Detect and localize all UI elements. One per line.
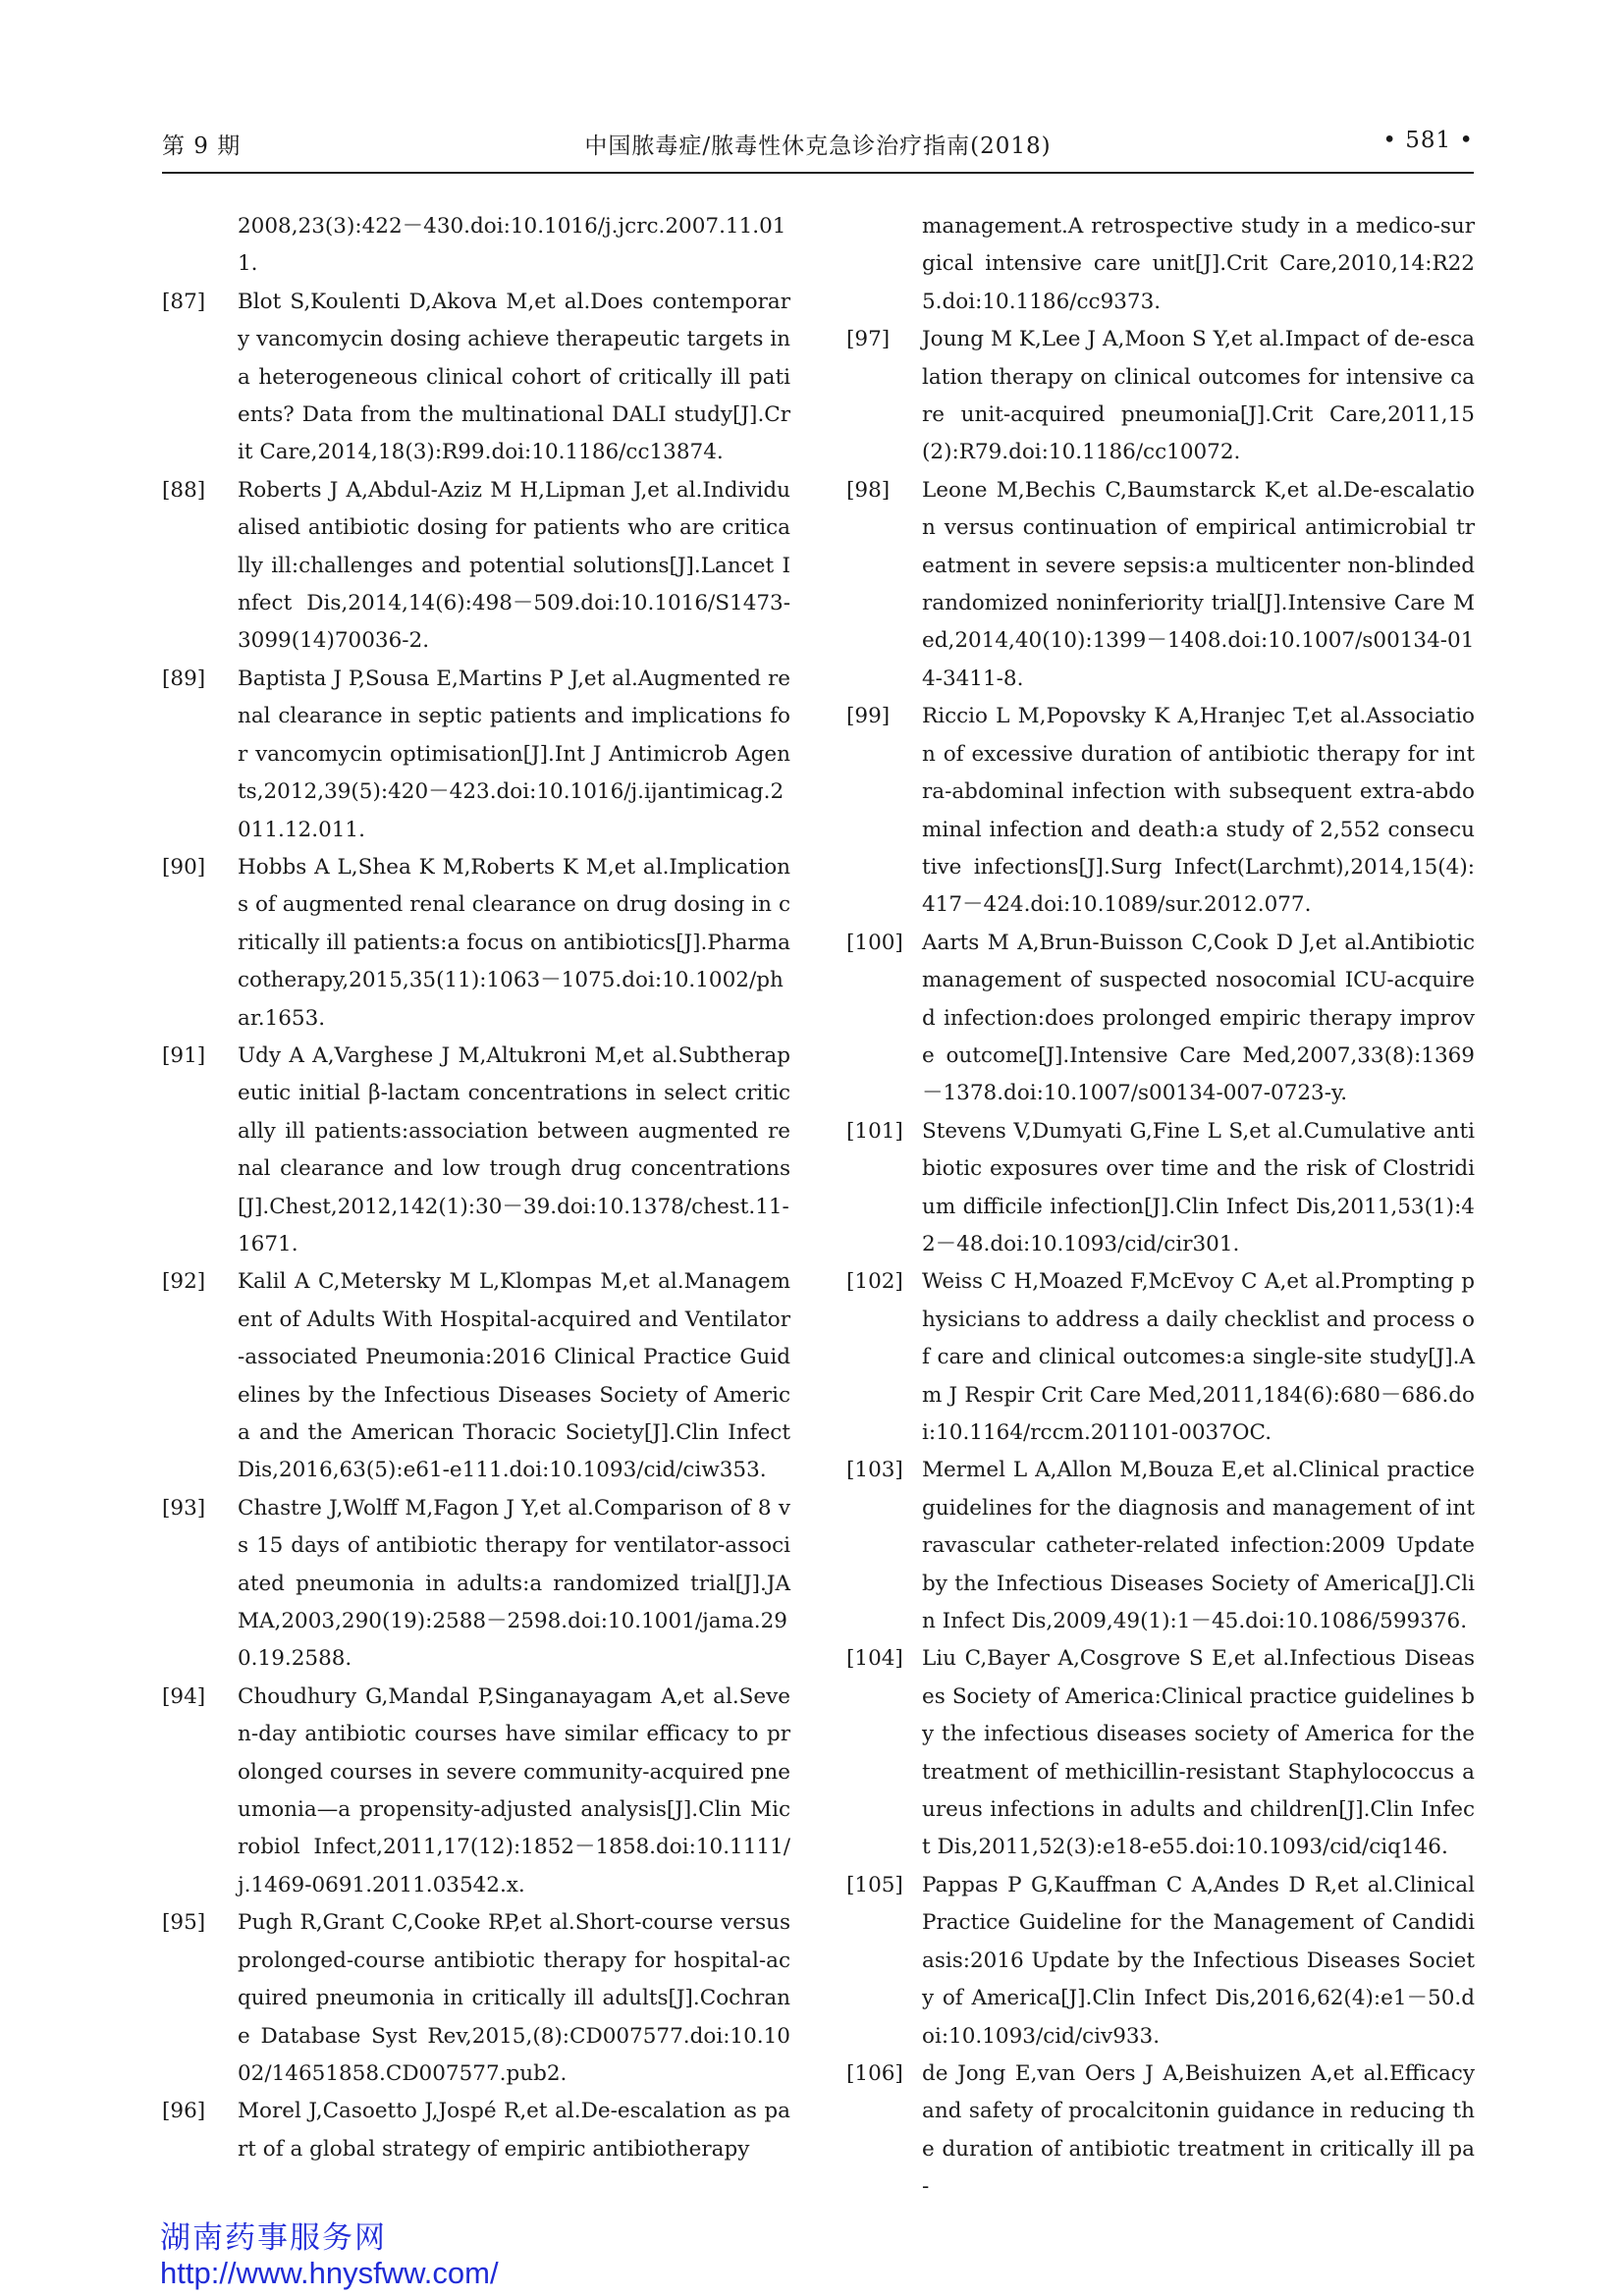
reference-text: Chastre J,Wolff M,Fagon J Y,et al.Comparison of 8 vs 15 days of antibiotic therapy for ventilator-associated pneumonia in adults:a randomized trial[J].JAMA,2003,290(19):2588－2598.doi:10.1001/jama.290.19.2588. xyxy=(238,1495,790,1672)
running-header xyxy=(162,128,1474,167)
reference-number: [106] xyxy=(846,2060,903,2086)
reference-number: [100] xyxy=(846,930,903,955)
reference-number: [90] xyxy=(162,854,206,880)
reference-text: de Jong E,van Oers J A,Beishuizen A,et al.Efficacy and safety of procalcitonin guidance in reducing the duration of antibiotic treatment in critically ill pa- xyxy=(922,2060,1475,2200)
reference-text: Kalil A C,Metersky M L,Klompas M,et al.Management of Adults With Hospital-acquired and Ventilator-associated Pneumonia:2016 Clinical Practice Guidelines by the Infectious Diseases Society of America and the American Thoracic Society[J].Clin Infect Dis,2016,63(5):e61-e111.doi:10.1093/cid/ciw353. xyxy=(238,1269,790,1483)
reference-number: [87] xyxy=(162,289,206,314)
watermark-footer xyxy=(160,2220,499,2291)
reference-entry xyxy=(846,1452,1475,1640)
reference-entry xyxy=(846,472,1475,698)
reference-entry xyxy=(162,1490,790,1679)
reference-number: [89] xyxy=(162,666,206,691)
reference-number: [102] xyxy=(846,1269,903,1295)
reference-number: [91] xyxy=(162,1042,206,1068)
reference-entry xyxy=(162,2093,790,2168)
reference-entry xyxy=(162,1263,790,1489)
reference-entry xyxy=(846,1640,1475,1866)
reference-entry xyxy=(846,1113,1475,1264)
reference-text: Blot S,Koulenti D,Akova M,et al.Does contemporary vancomycin dosing achieve therapeutic targets in a heterogeneous clinical cohort of critically ill patients? Data from the multinational DALI study[J].Crit Care,2014,18(3):R99.doi:10.1186/cc13874. xyxy=(238,289,790,465)
reference-entry xyxy=(162,661,790,849)
reference-text: Stevens V,Dumyati G,Fine L S,et al.Cumulative antibiotic exposures over time and the risk of Clostridium difficile infection[J].Clin Infect Dis,2011,53(1):42－48.doi:10.1093/cid/cir301. xyxy=(922,1118,1475,1256)
journal-title: 中国脓毒症/脓毒性休克急诊治疗指南(2018) xyxy=(584,133,1052,159)
reference-number: [93] xyxy=(162,1495,206,1521)
reference-entry xyxy=(846,2056,1475,2207)
reference-entry xyxy=(162,1679,790,1904)
page-number: • 581 • xyxy=(1382,128,1474,153)
reference-text: management.A retrospective study in a medico-surgical intensive care unit[J].Crit Care,2010,14:R225.doi:10.1186/cc9373. xyxy=(922,214,1475,314)
reference-text: Udy A A,Varghese J M,Altukroni M,et al.Subtherapeutic initial β-lactam concentrations in select critically ill patients:association between augmented renal clearance and low trough drug concentrations[J].Chest,2012,142(1):30－39.doi:10.1378/chest.11-1671. xyxy=(238,1042,790,1256)
reference-text: Baptista J P,Sousa E,Martins P J,et al.Augmented renal clearance in septic patients and implications for vancomycin optimisation[J].Int J Antimicrob Agents,2012,39(5):420－423.doi:10.1016/j.ijantimicag.2011.12.011. xyxy=(238,666,790,842)
reference-entry xyxy=(846,208,1475,321)
reference-entry xyxy=(162,1038,790,1263)
left-column-references xyxy=(162,208,790,2168)
reference-number: [95] xyxy=(162,1910,206,1936)
reference-number: [94] xyxy=(162,1683,206,1709)
reference-entry xyxy=(162,472,790,661)
reference-text: Mermel L A,Allon M,Bouza E,et al.Clinical practice guidelines for the diagnosis and management of intravascular catheter-related infection:2009 Update by the Infectious Diseases Society of America[J].Clin Infect Dis,2009,49(1):1－45.doi:10.1086/599376. xyxy=(922,1458,1475,1634)
reference-text: Joung M K,Lee J A,Moon S Y,et al.Impact of de-escalation therapy on clinical outcomes for intensive care unit-acquired pneumonia[J].Crit Care,2011,15(2):R79.doi:10.1186/cc10072. xyxy=(922,327,1475,465)
reference-number: [97] xyxy=(846,327,891,352)
reference-text: Pugh R,Grant C,Cooke RP,et al.Short-course versus prolonged-course antibiotic therapy for hospital-acquired pneumonia in critically ill adults[J].Cochrane Database Syst Rev,2015,(8):CD007577.doi:10.1002/14651858.CD007577.pub2. xyxy=(238,1910,790,2086)
reference-entry xyxy=(162,849,790,1038)
reference-number: [103] xyxy=(846,1458,903,1483)
reference-entry xyxy=(162,1904,790,2093)
issue-number: 第 9 期 xyxy=(162,133,242,159)
reference-entry xyxy=(162,284,790,472)
reference-text: Weiss C H,Moazed F,McEvoy C A,et al.Prompting physicians to address a daily checklist and process of care and clinical outcomes:a single-site study[J].Am J Respir Crit Care Med,2011,184(6):680－686.doi:10.1164/rccm.201101-0037OC. xyxy=(922,1269,1475,1445)
reference-entry xyxy=(846,1867,1475,2056)
reference-entry xyxy=(846,698,1475,924)
reference-number: [92] xyxy=(162,1269,206,1295)
reference-text: 2008,23(3):422－430.doi:10.1016/j.jcrc.2007.11.011. xyxy=(238,214,786,277)
reference-text: Pappas P G,Kauffman C A,Andes D R,et al.Clinical Practice Guideline for the Management of Candidiasis:2016 Update by the Infectious Diseases Society of America[J].Clin Infect Dis,2016,62(4):e1－50.doi:10.1093/cid/civ933. xyxy=(922,1872,1475,2049)
reference-text: Morel J,Casoetto J,Jospé R,et al.De-escalation as part of a global strategy of empiric antibiotherapy xyxy=(238,2099,790,2162)
reference-entry xyxy=(162,208,790,284)
reference-number: [104] xyxy=(846,1646,903,1672)
reference-number: [101] xyxy=(846,1118,903,1144)
header-rule xyxy=(162,172,1474,174)
reference-number: [105] xyxy=(846,1872,903,1897)
reference-text: Aarts M A,Brun-Buisson C,Cook D J,et al.Antibiotic management of suspected nosocomial ICU-acquired infection:does prolonged empiric therapy improve outcome[J].Intensive Care Med,2007,33(8):1369－1378.doi:10.1007/s00134-007-0723-y. xyxy=(922,930,1475,1106)
reference-number: [99] xyxy=(846,704,891,729)
site-url-link[interactable]: http://www.hnysfww.com/ xyxy=(160,2256,499,2290)
reference-number: [88] xyxy=(162,477,206,503)
reference-text: Roberts J A,Abdul-Aziz M H,Lipman J,et al.Individualised antibiotic dosing for patients who are critically ill:challenges and potential solutions[J].Lancet Infect Dis,2014,14(6):498－509.doi:10.1016/S1473-3099(14)70036-2. xyxy=(238,477,790,654)
reference-number: [98] xyxy=(846,477,891,503)
reference-number: [96] xyxy=(162,2099,206,2124)
reference-text: Riccio L M,Popovsky K A,Hranjec T,et al.Association of excessive duration of antibiotic therapy for intra-abdominal infection with subsequent extra-abdominal infection and death:a study of 2,552 consecutive infections[J].Surg Infect(Larchmt),2014,15(4):417－424.doi:10.1089/sur.2012.077. xyxy=(922,704,1475,918)
site-name: 湖南药事服务网 xyxy=(160,2220,387,2255)
reference-text: Choudhury G,Mandal P,Singanayagam A,et al.Seven-day antibiotic courses have similar efficacy to prolonged courses in severe community-acquired pneumonia—a propensity-adjusted analysis[J].Clin Microbiol Infect,2011,17(12):1852－1858.doi:10.1111/j.1469-0691.2011.03542.x. xyxy=(238,1683,790,1897)
right-column-references xyxy=(846,208,1475,2207)
reference-text: Liu C,Bayer A,Cosgrove S E,et al.Infectious Diseases Society of America:Clinical practice guidelines by the infectious diseases society of America for the treatment of methicillin-resistant Staphylococcus aureus infections in adults and children[J].Clin Infect Dis,2011,52(3):e18-e55.doi:10.1093/cid/ciq146. xyxy=(922,1646,1475,1860)
reference-text: Hobbs A L,Shea K M,Roberts K M,et al.Implications of augmented renal clearance on drug dosing in critically ill patients:a focus on antibiotics[J].Pharmacotherapy,2015,35(11):1063－1075.doi:10.1002/phar.1653. xyxy=(238,854,790,1031)
reference-entry xyxy=(846,1263,1475,1452)
reference-entry xyxy=(846,321,1475,472)
reference-entry xyxy=(846,925,1475,1113)
reference-text: Leone M,Bechis C,Baumstarck K,et al.De-escalation versus continuation of empirical antimicrobial treatment in severe sepsis:a multicenter non-blinded randomized noninferiority trial[J].Intensive Care Med,2014,40(10):1399－1408.doi:10.1007/s00134-014-3411-8. xyxy=(922,477,1475,691)
